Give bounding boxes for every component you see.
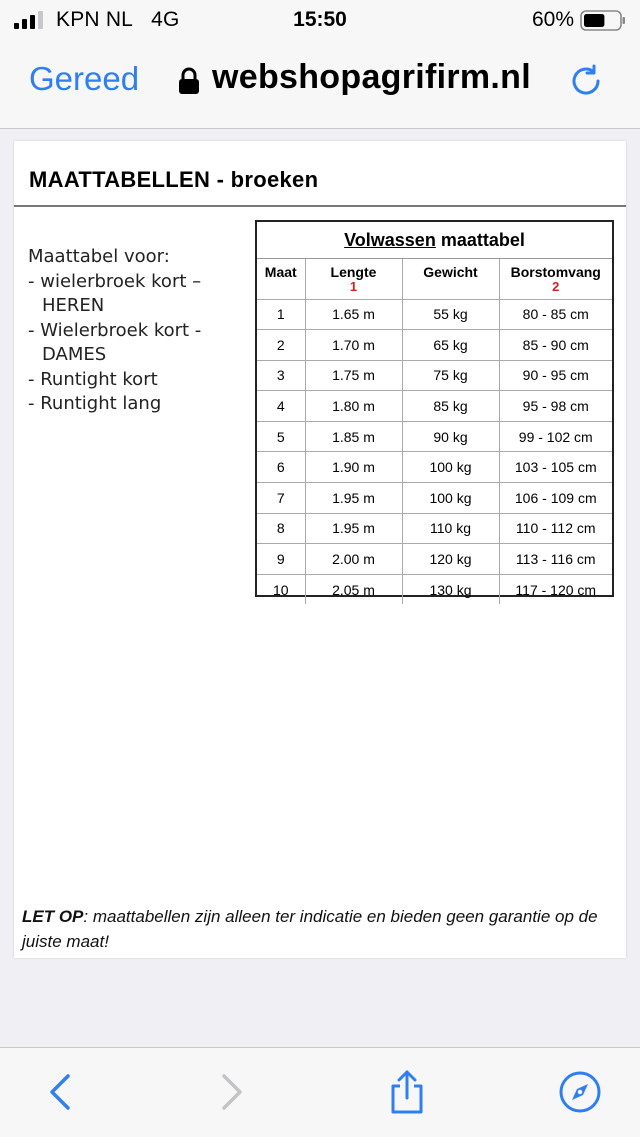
column-header-maat: Maat <box>257 259 305 299</box>
cell-borstomvang: 106 - 109 cm <box>499 483 612 514</box>
cell-lengte: 1.95 m <box>305 483 402 514</box>
cell-maat: 7 <box>257 483 305 514</box>
size-chart-page <box>14 141 626 958</box>
network-type: 4G <box>151 8 180 31</box>
browser-address-bar <box>0 40 640 129</box>
list-item: HEREN <box>42 295 105 316</box>
cell-borstomvang: 110 - 112 cm <box>499 513 612 544</box>
cell-maat: 6 <box>257 452 305 483</box>
size-table <box>255 220 614 597</box>
cell-lengte: 1.65 m <box>305 299 402 330</box>
table-row <box>257 513 612 544</box>
page-title: MAATTABELLEN - broeken <box>29 167 319 192</box>
footnote-marker: 2 <box>552 279 560 294</box>
cell-maat: 5 <box>257 421 305 452</box>
status-bar <box>0 0 640 40</box>
cell-borstomvang: 90 - 95 cm <box>499 360 612 391</box>
cell-borstomvang: 99 - 102 cm <box>499 421 612 452</box>
reload-icon[interactable] <box>567 62 605 100</box>
cell-lengte: 1.70 m <box>305 330 402 361</box>
cell-gewicht: 55 kg <box>402 299 499 330</box>
back-icon[interactable] <box>38 1070 82 1114</box>
table-row <box>257 452 612 483</box>
cell-maat: 3 <box>257 360 305 391</box>
cell-gewicht: 75 kg <box>402 360 499 391</box>
cell-maat: 2 <box>257 330 305 361</box>
table-row <box>257 299 612 330</box>
cell-gewicht: 85 kg <box>402 391 499 422</box>
cell-borstomvang: 85 - 90 cm <box>499 330 612 361</box>
cell-lengte: 2.00 m <box>305 544 402 575</box>
cell-borstomvang: 80 - 85 cm <box>499 299 612 330</box>
list-item: - Runtight kort <box>28 368 158 390</box>
clock: 15:50 <box>293 8 347 31</box>
list-item: - Wielerbroek kort - <box>28 319 202 341</box>
list-item: DAMES <box>42 344 107 365</box>
column-header-lengte: Lengte 1 <box>305 259 402 299</box>
lock-icon <box>178 67 200 95</box>
table-row <box>257 544 612 575</box>
cell-lengte: 1.90 m <box>305 452 402 483</box>
table-row <box>257 330 612 361</box>
cell-gewicht: 100 kg <box>402 452 499 483</box>
cell-borstomvang: 117 - 120 cm <box>499 574 612 604</box>
cell-lengte: 2.05 m <box>305 574 402 604</box>
footnote-marker: 1 <box>349 279 358 294</box>
table-row <box>257 360 612 391</box>
cell-lengte: 1.80 m <box>305 391 402 422</box>
list-item: - wielerbroek kort – <box>28 270 202 292</box>
forward-icon[interactable] <box>210 1070 254 1114</box>
intro-heading: Maattabel voor: <box>28 246 170 267</box>
cell-gewicht: 110 kg <box>402 513 499 544</box>
battery-percentage: 60% <box>531 8 574 31</box>
title-divider <box>14 205 626 207</box>
battery-icon <box>580 10 626 31</box>
cell-lengte: 1.85 m <box>305 421 402 452</box>
cell-maat: 1 <box>257 299 305 330</box>
table-row <box>257 483 612 514</box>
cell-borstomvang: 103 - 105 cm <box>499 452 612 483</box>
cell-maat: 10 <box>257 574 305 604</box>
cell-gewicht: 65 kg <box>402 330 499 361</box>
browser-toolbar <box>0 1047 640 1137</box>
table-row <box>257 574 612 604</box>
cell-gewicht: 120 kg <box>402 544 499 575</box>
cell-maat: 8 <box>257 513 305 544</box>
url-domain[interactable]: webshopagrifirm.nl <box>212 58 531 96</box>
disclaimer-note: LET OP: maattabellen zijn alleen ter indicatie en bieden geen garantie op de juiste maat! <box>22 907 598 951</box>
cell-borstomvang: 95 - 98 cm <box>499 391 612 422</box>
cell-maat: 9 <box>257 544 305 575</box>
carrier-label: KPN NL 4G <box>56 8 180 31</box>
done-button[interactable]: Gereed <box>29 60 140 97</box>
cell-gewicht: 100 kg <box>402 483 499 514</box>
list-item: - Runtight lang <box>28 393 162 414</box>
cell-maat: 4 <box>257 391 305 422</box>
table-row <box>257 391 612 422</box>
cell-gewicht: 130 kg <box>402 574 499 604</box>
share-icon[interactable] <box>385 1070 429 1114</box>
column-header-gewicht: Gewicht <box>402 259 499 299</box>
compass-icon[interactable] <box>558 1070 602 1114</box>
cell-lengte: 1.95 m <box>305 513 402 544</box>
cell-lengte: 1.75 m <box>305 360 402 391</box>
table-row <box>257 421 612 452</box>
column-header-borstomvang: Borstomvang 2 <box>499 259 612 299</box>
cell-borstomvang: 113 - 116 cm <box>499 544 612 575</box>
size-table-title: Volwassen maattabel <box>257 222 612 259</box>
applicable-products-list <box>28 245 201 417</box>
size-table-grid <box>257 259 612 604</box>
cell-gewicht: 90 kg <box>402 421 499 452</box>
